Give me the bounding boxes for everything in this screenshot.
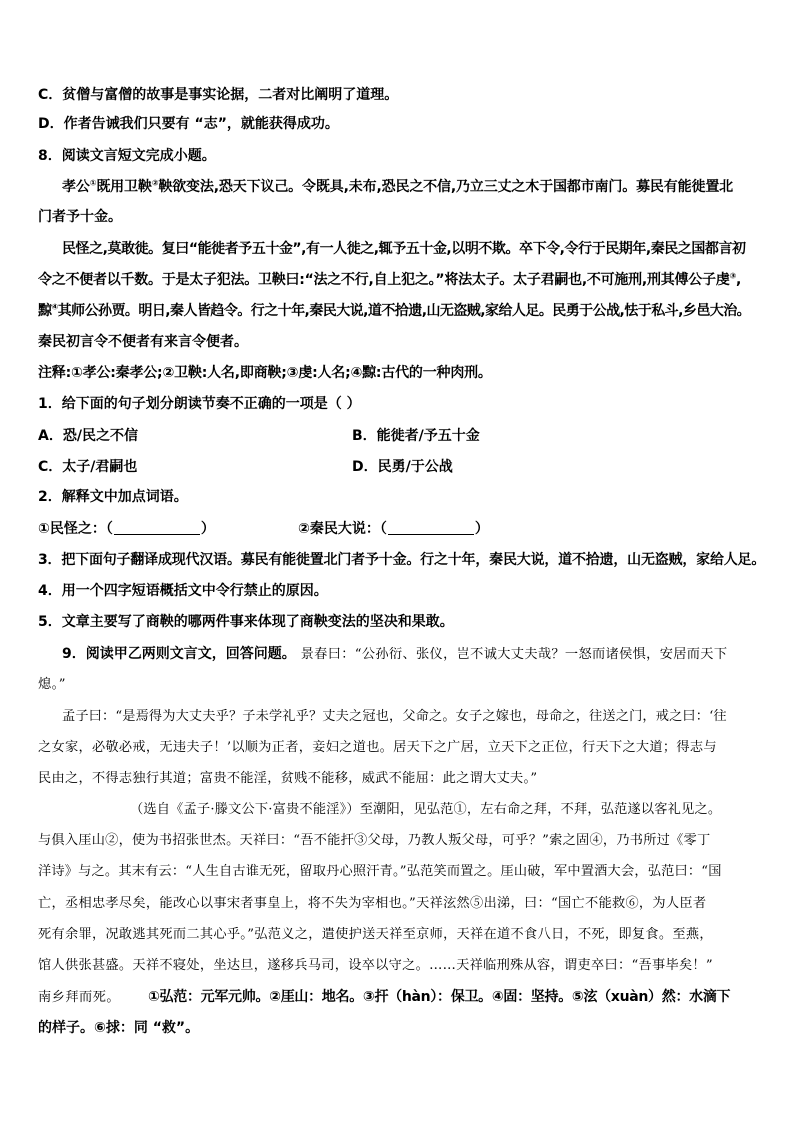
passage-source-line: （选自《孟子·滕文公下·富贵不能淫》）至潮阳，见弘范①，左右命之拜，不拜，弘范遂以客礼见之。 [130,802,722,817]
answer-blank-2[interactable] [388,520,474,535]
option-d: D．民勇/于公战 [352,459,453,475]
passage-line-2: 门者予十金。 [38,209,122,225]
passage-text: 其师公孙贾。明日,秦人皆趋令。行之十年,秦民大说,道不拾遗,山无盗贼,家给人足。民勇于公战,怯于私斗,乡邑大治。 [57,303,751,319]
option-d-line: D．作者告诫我们只要有 “志”，就能获得成功。 [38,116,339,132]
blank-item-2: ②秦民大说：（ ） [298,521,489,537]
subquestion-5: 5．文章主要写了商鞅的哪两件事来体现了商鞅变法的坚决和果敢。 [38,614,454,630]
passage-text: , [735,272,742,288]
passage-b-line: 亡，丞相忠孝尽矣，能改心以事宋者事皇上，将不失为宰相也。”天祥泫然⑤出涕，曰：“国亡不能救⑥，为人臣者 [38,896,707,911]
passage-b-line: 洋诗》与之。其末有云：“人生自古谁无死，留取丹心照汗青。”弘范笑而置之。厓山破，军中置酒大会，弘范曰：“国 [38,864,722,879]
question-8-heading: 8．阅读文言短文完成小题。 [38,148,216,164]
answer-blank-1[interactable] [114,520,200,535]
passage-text: 令之不便者以千数。于是太子犯法。卫鞅曰:“法之不行,自上犯之。”将法太子。太子君嗣也,不可施刑,刑其傅公子虔 [38,272,730,288]
subquestion-1: 1．给下面的句子划分朗读节奏不正确的一项是（ ） [38,396,361,412]
passage-b-notes-line [38,988,778,1007]
passage-b-line: 死有余罪，况敢逃其死而二其心乎。”弘范义之，遣使护送天祥至京师，天祥在道不食八日，不死，即复食。至燕， [38,927,713,942]
passage-b-text: 南乡拜而死。 [38,990,121,1005]
subquestion-2: 2．解释文中加点词语。 [38,489,188,505]
passage-b-line: 与俱入厓山②，使为书招张世杰。天祥曰：“吾不能扞③父母，乃教人叛父母，可乎？”索之固④，乃书所过《零丁 [38,833,711,848]
passage-b-notes: ①弘范：元军元帅。②厓山：地名。③扞（hàn）：保卫。④固：坚持。⑤泫（xuàn）然：水滴下 [148,989,731,1005]
footnote-marker: ④ [51,302,58,312]
passage-a-line: 民由之，不得志独行其道；富贵不能淫，贫贱不能移，威武不能屈：此之谓大丈夫。” [38,771,538,786]
option-a: A．恐/民之不信 [38,428,138,444]
option-b: B．能徙者/予五十金 [352,428,480,444]
passage-line-1 [62,178,733,196]
passage-line-3: 民怪之,莫敢徙。复曰“能徙者予五十金”,有一人徙之,辄予五十金,以明不欺。卒下令,令行于民期年,秦民之国都言初 [62,241,746,257]
passage-b-notes-line: 的样子。⑥捄：同 “救”。 [38,1020,200,1036]
passage-a-text: 景春曰：“公孙衍、张仪，岂不诚大丈夫哉？一怒而诸侯惧，安居而天下 [300,647,728,662]
passage-text: 黥 [38,303,52,319]
passage-a-line: 熄。” [38,677,67,692]
passage-text: 鞅欲变法,恐天下议己。令既具,未布,恐民之不信,乃立三丈之木于国都市南门。募民有能徙置北 [158,179,734,195]
question-9-heading [62,645,727,664]
option-c-line: C．贫僧与富僧的故事是事实论据，二者对比阐明了道理。 [38,87,399,103]
footnote-marker: ① [89,178,97,188]
subquestion-3: 3．把下面句子翻译成现代汉语。募民有能徙置北门者予十金。行之十年，秦民大说，道不拾遗，山无盗贼，家给人足。 [38,552,766,568]
options-row-1 [38,427,758,445]
passage-a-line: 孟子曰：“是焉得为大丈夫乎？子未学礼乎？丈夫之冠也，父命之。女子之嫁也，母命之，往送之门，戒之曰：‘往 [62,709,727,724]
passage-b-line: 馆人供张甚盛。天祥不寝处，坐达旦，遂移兵马司，设卒以守之。……天祥临刑殊从容，谓吏卒曰：“吾事毕矣！” [38,958,713,973]
passage-line-5 [38,302,750,320]
footnote-marker: ② [151,178,159,188]
blank-item-1: ①民怪之：（ ） [38,521,215,537]
annotation-line: 注释:①孝公:秦孝公;②卫鞅:人名,即商鞅;③虔:人名;④黥:古代的一种肉刑。 [38,365,492,381]
footnote-marker: ③ [729,271,736,281]
passage-line-6: 秦民初言令不便者有来言令便者。 [38,334,248,350]
options-row-2 [38,458,758,476]
blank-fill-row [38,520,758,538]
passage-text: 既用卫鞅 [96,179,152,195]
question-9-title: 9．阅读甲乙两则文言文，回答问题。 [62,646,296,662]
passage-a-line: 之女家，必敬必戒，无违夫子！’以顺为正者，妾妇之道也。居天下之广居，立天下之正位，行天下之大道；得志与 [38,740,717,755]
passage-line-4 [38,271,741,289]
subquestion-4: 4．用一个四字短语概括文中令行禁止的原因。 [38,583,328,599]
option-c: C．太子/君嗣也 [38,459,138,475]
passage-text: 孝公 [62,179,90,195]
